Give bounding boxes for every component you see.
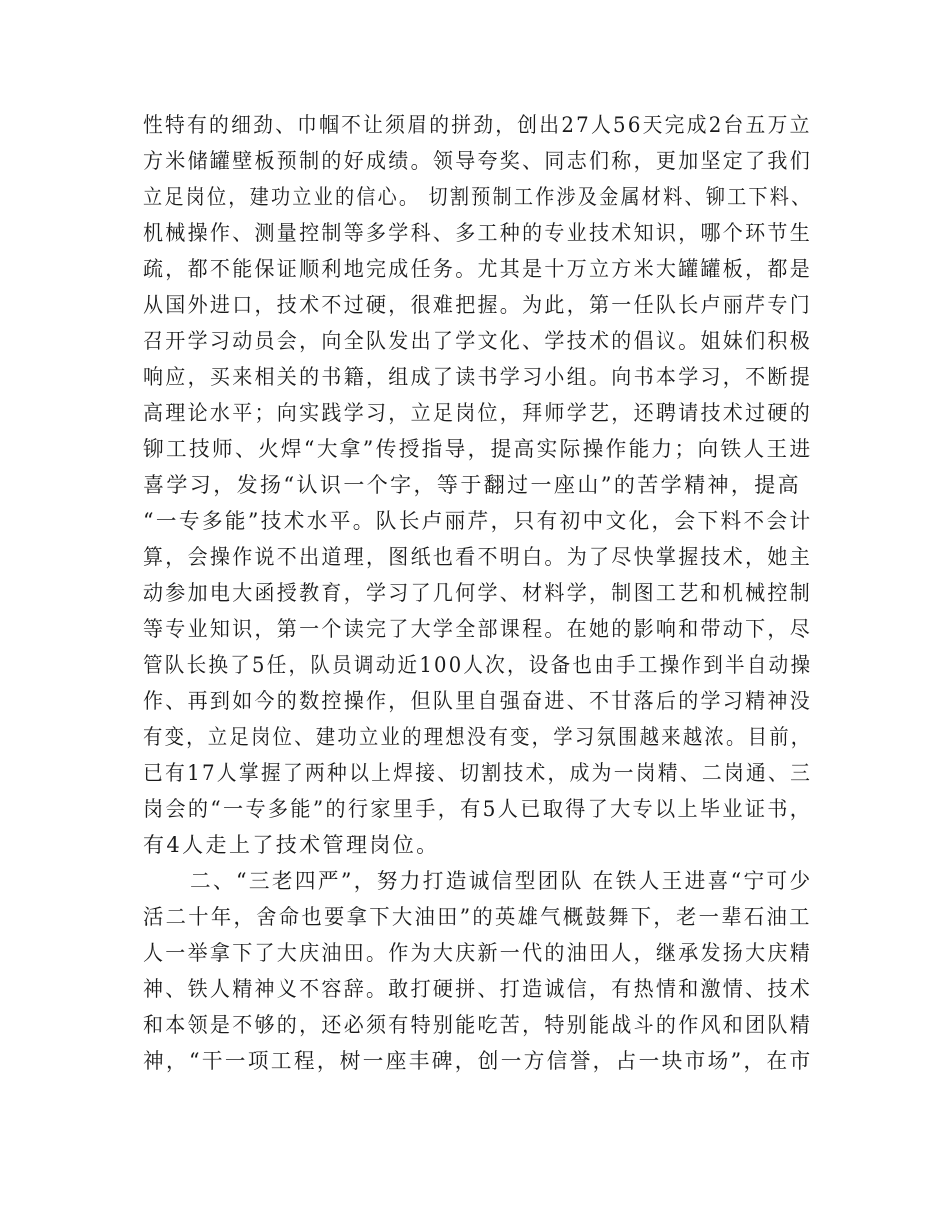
text-line: 性特有的细劲、巾帼不让须眉的拼劲，创出27人56天完成2台五万立 bbox=[143, 113, 812, 137]
text-line: 神，“干一项工程，树一座丰碑，创一方信誉，占一块市场”，在市 bbox=[143, 1049, 813, 1073]
text-line: 活二十年，舍命也要拿下大油田”的英雄气概鼓舞下，老一辈石油工 bbox=[143, 905, 812, 929]
text-line: 喜学习，发扬“认识一个字，等于翻过一座山”的苦学精神，提高 bbox=[143, 473, 802, 497]
text-line: 方米储罐壁板预制的好成绩。领导夸奖、同志们称，更加坚定了我们 bbox=[143, 149, 813, 173]
text-line: 有变，立足岗位、建功立业的理想没有变，学习氛围越来越浓。目前， bbox=[143, 725, 813, 749]
text-line: 铆工技师、火焊“大拿”传授指导，提高实际操作能力；向铁人王进 bbox=[143, 437, 813, 461]
text-line: 高理论水平；向实践学习，立足岗位，拜师学艺，还聘请技术过硬的 bbox=[143, 401, 813, 425]
text-line: 动参加电大函授教育，学习了几何学、材料学，制图工艺和机械控制 bbox=[143, 581, 813, 605]
text-line: 岗会的“一专多能”的行家里手，有5人已取得了大专以上毕业证书， bbox=[143, 797, 813, 821]
text-line: 神、铁人精神义不容辞。敢打硬拼、打造诚信，有热情和激情、技术 bbox=[143, 977, 813, 1001]
text-line: 算，会操作说不出道理，图纸也看不明白。为了尽快掌握技术，她主 bbox=[143, 545, 813, 569]
text-line: 已有17人掌握了两种以上焊接、切割技术，成为一岗精、二岗通、三 bbox=[143, 761, 813, 785]
text-line: 等专业知识，第一个读完了大学全部课程。在她的影响和带动下，尽 bbox=[143, 617, 813, 641]
text-line: 管队长换了5任，队员调动近100人次，设备也由手工操作到半自动操 bbox=[143, 653, 813, 677]
text-line: 立足岗位，建功立业的信心。 切割预制工作涉及金属材料、铆工下料、 bbox=[143, 185, 813, 209]
text-line: “一专多能”技术水平。队长卢丽芹，只有初中文化，会下料不会计 bbox=[143, 509, 813, 533]
text-line: 疏，都不能保证顺利地完成任务。尤其是十万立方米大罐罐板，都是 bbox=[143, 257, 813, 281]
text-line: 机械操作、测量控制等多学科、多工种的专业技术知识，哪个环节生 bbox=[143, 221, 813, 245]
text-line: 响应，买来相关的书籍，组成了读书学习小组。向书本学习，不断提 bbox=[143, 365, 813, 389]
text-line: 人一举拿下了大庆油田。作为大庆新一代的油田人，继承发扬大庆精 bbox=[143, 941, 813, 965]
text-line: 作、再到如今的数控操作，但队里自强奋进、不甘落后的学习精神没 bbox=[143, 689, 813, 713]
text-line: 召开学习动员会，向全队发出了学文化、学技术的倡议。姐妹们积极 bbox=[143, 329, 813, 353]
text-line: 和本领是不够的，还必须有特别能吃苦，特别能战斗的作风和团队精 bbox=[143, 1013, 813, 1037]
text-line: 有4人走上了技术管理岗位。 bbox=[143, 833, 440, 857]
section-heading-line: 二、“三老四严”，努力打造诚信型团队 在铁人王进喜“宁可少 bbox=[190, 869, 813, 893]
text-line: 从国外进口，技术不过硬，很难把握。为此，第一任队长卢丽芹专门 bbox=[143, 293, 813, 317]
